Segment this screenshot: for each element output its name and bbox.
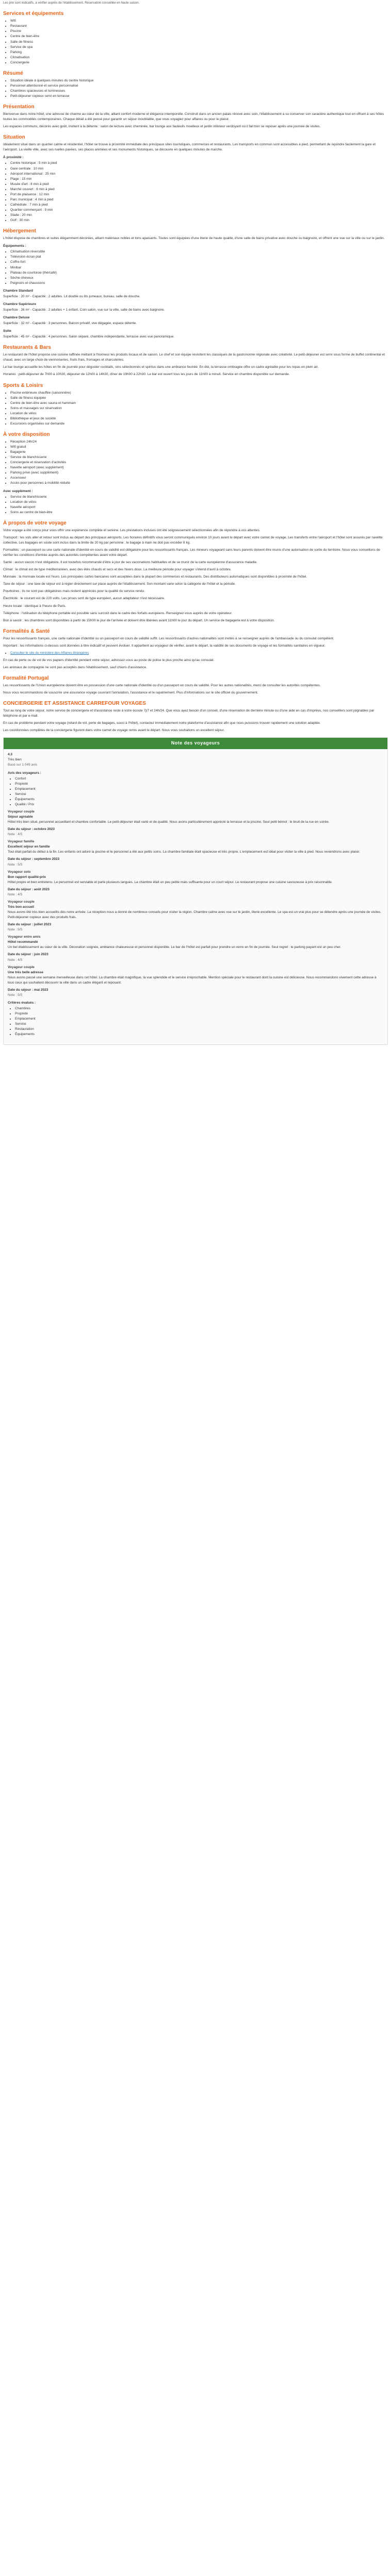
list-item: • Golf : 30 min	[10, 218, 388, 223]
list-item: • Télévision écran plat	[10, 255, 388, 260]
list-item: • Port de plaisance : 12 min	[10, 192, 388, 197]
list-item: • Cathédrale : 7 min à pied	[10, 202, 388, 208]
list-item: • Navette aéroport (avec supplément)	[10, 465, 388, 470]
paragraph: En cas de perte ou de vol de vos papiers d'identité pendant votre séjour, adressez-vous au poste de police le plus proche ainsi qu'au consulat.	[3, 658, 215, 662]
list-item: • Plage : 15 min	[10, 177, 388, 182]
list-item: • Wifi	[10, 19, 388, 24]
review-score: Note : 4/5	[8, 833, 23, 837]
review-date: Date du séjour : juin 2023	[8, 953, 48, 957]
review-body: Nous avons été très bien accueillis dès notre arrivée. La réception nous a donné de nombreux conseils pour visiter la région. Chambre calme avec vue sur le jardin, literie excellente. Le spa est un vrai plus pour se détendre après une journée de visites. Petit-déjeuner copieux avec des produits frais.	[8, 910, 382, 920]
paid-services-list	[3, 495, 388, 515]
review-title: Séjour agréable	[8, 815, 33, 819]
list-item: • Aéroport international : 25 min	[10, 172, 388, 177]
review-title: Hôtel recommandé	[8, 940, 38, 944]
services-list	[3, 19, 388, 65]
list-item: • Conciergerie et réservation d'activités	[10, 460, 388, 465]
reviews-body	[4, 749, 387, 1044]
reviews-box	[3, 737, 388, 1045]
paragraph: Heure locale : identique à l'heure de Paris.	[3, 604, 67, 608]
list-item: • Excursions organisées sur demande	[10, 421, 388, 427]
avotre-title: À votre disposition	[3, 431, 50, 437]
review-date: Date du séjour : octobre 2023	[8, 827, 55, 832]
services-title: Services et équipements	[3, 11, 64, 17]
list-item: • Minibar	[10, 265, 388, 270]
review-score: Note : 5/5	[8, 862, 23, 867]
review	[8, 900, 383, 933]
paragraph: Téléphone : l'utilisation du téléphone portable est possible sans surcoût dans le cadre des forfaits européens. Renseignez-vous auprès de votre opérateur.	[3, 611, 233, 615]
list-item: • Restauration	[15, 1027, 383, 1032]
list-item: • Service	[15, 1022, 383, 1027]
rating-score: 4.3	[8, 753, 13, 757]
list-item: • Centre de bien-être	[10, 34, 388, 39]
room-desc: Superficie : 20 m² - Capacité : 2 adultes. Lit double ou lits jumeaux, bureau, salle de douche.	[3, 294, 140, 298]
review-author: Voyageur couple	[8, 809, 35, 814]
list-item: • Personnel attentionné et service personnalisé	[10, 83, 388, 89]
equipment-list	[3, 249, 388, 285]
paragraph: Bon à savoir : les chambres sont disponibles à partir de 15h00 le jour de l'arrivée et doivent être libérées avant 11h00 le jour du départ. Un service de bagagerie est à votre disposition.	[3, 618, 275, 622]
list-item: • Équipements	[15, 797, 383, 802]
paid-services-label: Avec supplément :	[3, 489, 33, 493]
review	[8, 839, 383, 867]
list-item: • Salle de fitness équipée	[10, 396, 388, 401]
review	[8, 809, 383, 837]
paragraph: Idéalement situé dans un quartier calme et résidentiel, l'hôtel se trouve à proximité immédiate des principaux sites touristiques, commerces et restaurants. Les transports en commun sont accessibles à pied, permettant de rejoindre facilement la gare et l'aéroport. La vieille ville, avec ses ruelles pavées, ses places animées et ses monuments historiques, se découvre en quelques minutes de marche.	[3, 143, 376, 152]
situation-title: Situation	[3, 134, 25, 141]
paragraph: Taxe de séjour : une taxe de séjour est à régler directement sur place auprès de l'établissement. Son montant varie selon la catégorie de l'hôtel et la période.	[3, 582, 236, 586]
list-item: • Location de vélos	[10, 411, 388, 416]
avotre-list	[3, 439, 388, 486]
list-item: • Emplacement	[15, 787, 383, 792]
list-item: • Ascenseur	[10, 476, 388, 481]
review-date: Date du séjour : juillet 2023	[8, 923, 52, 927]
list-item: • Centre historique : 5 min à pied	[10, 161, 388, 166]
restaurants-title: Restaurants & Bars	[3, 345, 51, 351]
list-item: • Service	[15, 792, 383, 797]
review-author: Voyageur entre amis	[8, 935, 41, 939]
forfait-title: Formalité Portugal	[3, 675, 49, 682]
paragraph: Les espaces communs, décorés avec goût, invitent à la détente : salon de lecture avec cheminée, bar lounge aux fauteuils moelleux et jardin intérieur verdoyant où il fait bon se reposer après une journée de visites.	[3, 125, 321, 129]
review-date: Date du séjour : septembre 2023	[8, 857, 60, 861]
formalites-title: Formalités & Santé	[3, 628, 50, 634]
review-score: Note : 5/5	[8, 993, 23, 997]
list-item: • Musée d'art : 8 min à pied	[10, 182, 388, 187]
list-item: • Climatisation réversible	[10, 249, 388, 255]
paragraph: Nous vous recommandons de souscrire une assurance voyage couvrant l'annulation, l'assistance et le rapatriement. Plus d'informations sur le site officiel du gouvernement.	[3, 691, 258, 695]
paragraph: Bienvenue dans notre hôtel, une adresse de charme au cœur de la ville, alliant confort moderne et élégance intemporelle. Construit dans un ancien palais rénové avec soin, l'établissement a su conserver son caractère authentique tout en offrant à ses hôtes toutes les commodités contemporaines. Chaque détail a été pensé pour garantir un séjour inoubliable, que vous voyagiez pour affaires ou pour le plaisir.	[3, 112, 384, 122]
paragraph: Tout au long de votre séjour, notre service de conciergerie et d'assistance reste à votre écoute 7j/7 et 24h/24. Que vous ayez besoin d'un conseil, d'une réservation de dernière minute ou d'une aide en cas d'imprévu, nos conseillers sont joignables par téléphone et par e-mail.	[3, 709, 374, 718]
rating-count: Basé sur 1 049 avis	[8, 763, 38, 767]
distances-list	[3, 161, 388, 223]
room-desc: Superficie : 26 m² - Capacité : 2 adultes + 1 enfant. Coin salon, vue sur la ville, salle de bains avec baignoire.	[3, 308, 165, 312]
review-title: Une très belle adresse	[8, 970, 44, 974]
room-desc: Superficie : 45 m² - Capacité : 4 personnes. Salon séparé, chambre indépendante, terrasse avec vue panoramique.	[3, 335, 175, 339]
ministry-link[interactable]: Consulter le site du ministère des Affaires étrangères	[10, 651, 89, 655]
propos-title: À propos de votre voyage	[3, 520, 67, 526]
list-item: • Bagagerie	[10, 450, 388, 455]
paragraph: Formalités : un passeport ou une carte nationale d'identité en cours de validité est obligatoire pour les ressortissants français. Les mineurs voyageant sans leurs parents doivent être munis d'une autorisation de sortie du territoire. Nous vous conseillons de vérifier les conditions d'entrée auprès des autorités compétentes avant votre départ.	[3, 548, 380, 557]
list-item: • Coffre-fort	[10, 260, 388, 265]
review-title: Excellent séjour en famille	[8, 845, 50, 849]
equipment-label: Équipements :	[3, 244, 26, 248]
paragraph: Santé : aucun vaccin n'est obligatoire. Il est toutefois recommandé d'être à jour de ses vaccinations habituelles et de se munir de la carte européenne d'assurance maladie.	[3, 561, 257, 565]
list-item	[10, 651, 388, 656]
resume-list	[3, 78, 388, 99]
sports-list	[3, 391, 388, 427]
paragraph: Pour les ressortissants français, une carte nationale d'identité ou un passeport en cours de validité suffit. Les ressortissants d'autres nationalités sont invités à se renseigner auprès de l'ambassade ou du consulat compétent.	[3, 636, 334, 640]
distances-label: À proximité :	[3, 156, 24, 160]
list-item: • Service de spa	[10, 45, 388, 50]
rating-label: Très bien	[8, 758, 22, 762]
list-item: • Piscine	[10, 29, 388, 34]
paragraph: Pourboires : ils ne sont pas obligatoires mais restent appréciés pour la qualité du service rendu.	[3, 589, 145, 594]
score-categories	[8, 776, 383, 807]
resume-title: Résumé	[3, 70, 23, 76]
list-item: • Conciergerie	[10, 60, 388, 65]
criteria-list	[8, 1006, 383, 1037]
paragraph: Horaires : petit-déjeuner de 7h00 à 10h30, déjeuner de 12h00 à 14h30, dîner de 19h00 à 22h30. Le bar est ouvert tous les jours de 11h00 à minuit. Service en chambre disponible sur demande.	[3, 372, 290, 377]
list-item: • Propreté	[15, 782, 383, 787]
list-item: • Parking	[10, 50, 388, 55]
list-item: • Réception 24h/24	[10, 439, 388, 445]
list-item: • Sèche-cheveux	[10, 276, 388, 281]
list-item: • Situation idéale à quelques minutes du centre historique	[10, 78, 388, 83]
sports-title: Sports & Loisirs	[3, 382, 43, 388]
paragraph: Climat : le climat est de type méditerranéen, avec des étés chauds et secs et des hivers doux. La meilleure période pour voyager s'étend d'avril à octobre.	[3, 568, 232, 572]
formalites-links	[3, 651, 388, 656]
list-item: • Chambres spacieuses et lumineuses	[10, 89, 388, 94]
review-body: Nous avons passé une semaine merveilleuse dans cet hôtel. La chambre était magnifique, la vue splendide et le service irréprochable. Mention spéciale pour le restaurant dont la cuisine est délicieuse. Nous recommandons vivement cette adresse à tous ceux qui souhaitent découvrir la ville dans un cadre élégant et reposant.	[8, 975, 377, 985]
review-body: Hôtel propre et bien entretenu. Le personnel est serviable et parle plusieurs langues. La chambre était un peu petite mais suffisante pour un court séjour. Le restaurant propose une cuisine savoureuse à prix raisonnable.	[8, 880, 333, 884]
room-name: Chambre Supérieure	[3, 302, 36, 306]
page-content	[0, 0, 391, 1050]
list-item: • Confort	[15, 776, 383, 782]
intro-text: Les prix sont indicatifs, à vérifier auprès de l'établissement. Réservation conseillée en haute saison.	[3, 2, 140, 5]
list-item: • Restaurant	[10, 24, 388, 29]
list-item: • Salle de fitness	[10, 40, 388, 45]
scores-label: Avis des voyageurs :	[8, 771, 41, 775]
paragraph: L'hôtel dispose de chambres et suites élégamment décorées, alliant matériaux nobles et tons apaisants. Toutes sont équipées d'une literie de haute qualité, d'une salle de bains privative avec douche ou baignoire, et offrent une vue sur la ville ou sur le jardin.	[3, 236, 385, 241]
list-item: • Soins au centre de bien-être	[10, 510, 388, 515]
paragraph: Le restaurant de l'hôtel propose une cuisine raffinée mettant à l'honneur les produits locaux et de saison. Le chef et son équipe revisitent les classiques de la gastronomie régionale avec créativité. Le petit-déjeuner est servi sous forme de buffet continental et chaud, avec un large choix de viennoiseries, fruits frais, fromages et charcuteries.	[3, 353, 385, 362]
conciergerie-title: CONCIERGERIE ET ASSISTANCE CARREFOUR VOYAGES	[3, 701, 146, 707]
list-item: • Marché couvert : 6 min à pied	[10, 187, 388, 192]
paragraph: Les ressortissants de l'Union européenne doivent être en possession d'une carte nationale d'identité ou d'un passeport en cours de validité. Pour les autres nationalités, merci de consulter les autorités compétentes.	[3, 684, 321, 688]
review-score: Note : 4/5	[8, 892, 23, 896]
review-title: Bon rapport qualité-prix	[8, 875, 46, 879]
list-item: • Chambres	[15, 1006, 383, 1011]
list-item: • Service de blanchisserie	[10, 455, 388, 460]
paragraph: Votre voyage a été conçu pour vous offrir une expérience complète et sereine. Les prestations incluses ont été soigneusement sélectionnées afin de répondre à vos attentes.	[3, 528, 260, 532]
review-author: Voyageur couple	[8, 900, 35, 904]
review-date: Date du séjour : août 2023	[8, 887, 50, 891]
review-author: Voyageur famille	[8, 840, 35, 844]
list-item: • Emplacement	[15, 1016, 383, 1022]
review-title: Très bon accueil	[8, 905, 34, 909]
room-desc: Superficie : 32 m² - Capacité : 3 personnes. Balcon privatif, vue dégagée, espace détente.	[3, 321, 137, 326]
paragraph: Important : les informations ci-dessus sont données à titre indicatif et peuvent évoluer. Il appartient au voyageur de vérifier, avant le départ, la validité de ses documents de voyage et les formalités sanitaires en vigueur.	[3, 643, 325, 648]
paragraph: Transport : les vols aller et retour sont inclus au départ des principaux aéroports. Les horaires définitifs vous seront communiqués environ 10 jours avant le départ avec votre carnet de voyage. Les transferts entre l'aéroport et l'hôtel sont assurés par navette collective. Les bagages en soute sont inclus dans la limite de 20 kg par personne ; le bagage à main ne doit pas excéder 8 kg.	[3, 535, 383, 545]
review-score: Note : 4/5	[8, 958, 23, 962]
review-body: Tout était parfait du début à la fin. Les enfants ont adoré la piscine et le personnel a été aux petits soins. La chambre familiale était spacieuse et très propre. L'emplacement est idéal pour visiter la ville à pied. Nous reviendrons avec plaisir.	[8, 850, 361, 854]
review	[8, 870, 383, 897]
reviews-header: Note des voyageurs	[4, 738, 387, 749]
list-item: • Parc municipal : 4 min à pied	[10, 197, 388, 202]
room-name: Chambre Standard	[3, 289, 34, 293]
list-item: • Bibliothèque et jeux de société	[10, 416, 388, 421]
paragraph: Électricité : le courant est de 220 volts. Les prises sont de type européen, aucun adaptateur n'est nécessaire.	[3, 597, 165, 601]
list-item: • Climatisation	[10, 55, 388, 60]
list-item: • Propreté	[15, 1011, 383, 1016]
list-item: • Service de blanchisserie	[10, 495, 388, 500]
list-item: • Quartier commerçant : 9 min	[10, 208, 388, 213]
review	[8, 965, 383, 998]
paragraph: Les animaux de compagnie ne sont pas acceptés dans l'établissement, sauf chiens d'assistance.	[3, 665, 147, 669]
list-item: • Petit-déjeuner copieux servi en terrasse	[10, 94, 388, 99]
list-item: • Soins et massages sur réservation	[10, 406, 388, 411]
hebergement-title: Hébergement	[3, 228, 36, 234]
list-item: • Wifi gratuit	[10, 445, 388, 450]
review-body: Un bel établissement au cœur de la ville. Décoration soignée, ambiance chaleureuse et personnel disponible. Le bar de l'hôtel est parfait pour prendre un verre en fin de journée. Seul regret : le parking payant est un peu cher.	[8, 945, 341, 950]
review-date: Date du séjour : mai 2023	[8, 988, 48, 992]
room-name: Suite	[3, 329, 11, 333]
review-author: Voyageur couple	[8, 965, 35, 969]
list-item: • Peignoirs et chaussons	[10, 281, 388, 286]
list-item: • Piscine extérieure chauffée (saisonnière)	[10, 391, 388, 396]
list-item: • Qualité / Prix	[15, 802, 383, 807]
room-name: Chambre Deluxe	[3, 316, 30, 320]
list-item: • Stade : 20 min	[10, 213, 388, 218]
list-item: • Navette aéroport	[10, 505, 388, 510]
paragraph: Monnaie : la monnaie locale est l'euro. Les principales cartes bancaires sont acceptées dans la plupart des commerces et restaurants. Des distributeurs automatiques sont disponibles à proximité de l'hôtel.	[3, 575, 307, 579]
list-item: • Gare centrale : 10 min	[10, 166, 388, 172]
review-score: Note : 5/5	[8, 928, 23, 932]
paragraph: Les coordonnées complètes de la conciergerie figurent dans votre carnet de voyage remis avant le départ. Nous vous souhaitons un excellent séjour.	[3, 728, 225, 733]
presentation-title: Présentation	[3, 104, 35, 110]
paragraph: En cas de problème pendant votre voyage (retard de vol, perte de bagages, souci à l'hôtel), contactez immédiatement notre plateforme d'assistance afin que nous puissions trouver rapidement une solution adaptée.	[3, 721, 321, 725]
list-item: • Centre de bien-être avec sauna et hammam	[10, 401, 388, 406]
list-item: • Accès pour personnes à mobilité réduite	[10, 481, 388, 486]
list-item: • Parking privé (avec supplément)	[10, 470, 388, 476]
review	[8, 935, 383, 962]
review-author: Voyageur solo	[8, 870, 31, 874]
list-item: • Location de vélos	[10, 500, 388, 505]
review-body: Hôtel très bien situé, personnel accueillant et chambre confortable. Le petit-déjeuner était varié et de qualité. Nous avons particulièrement apprécié la terrasse et la piscine. Seul petit bémol : le bruit de la rue en soirée.	[8, 820, 330, 824]
paragraph: Le bar lounge accueille les hôtes en fin de journée pour déguster cocktails, vins sélectionnés et spiritus dans une ambiance feutrée. En été, la terrasse ombragée offre un cadre agréable pour les repas en plein air.	[3, 365, 319, 369]
list-item: • Équipements	[15, 1032, 383, 1037]
criteria-label: Critères évalués :	[8, 1001, 36, 1005]
list-item: • Plateau de courtoisie (thé/café)	[10, 270, 388, 276]
